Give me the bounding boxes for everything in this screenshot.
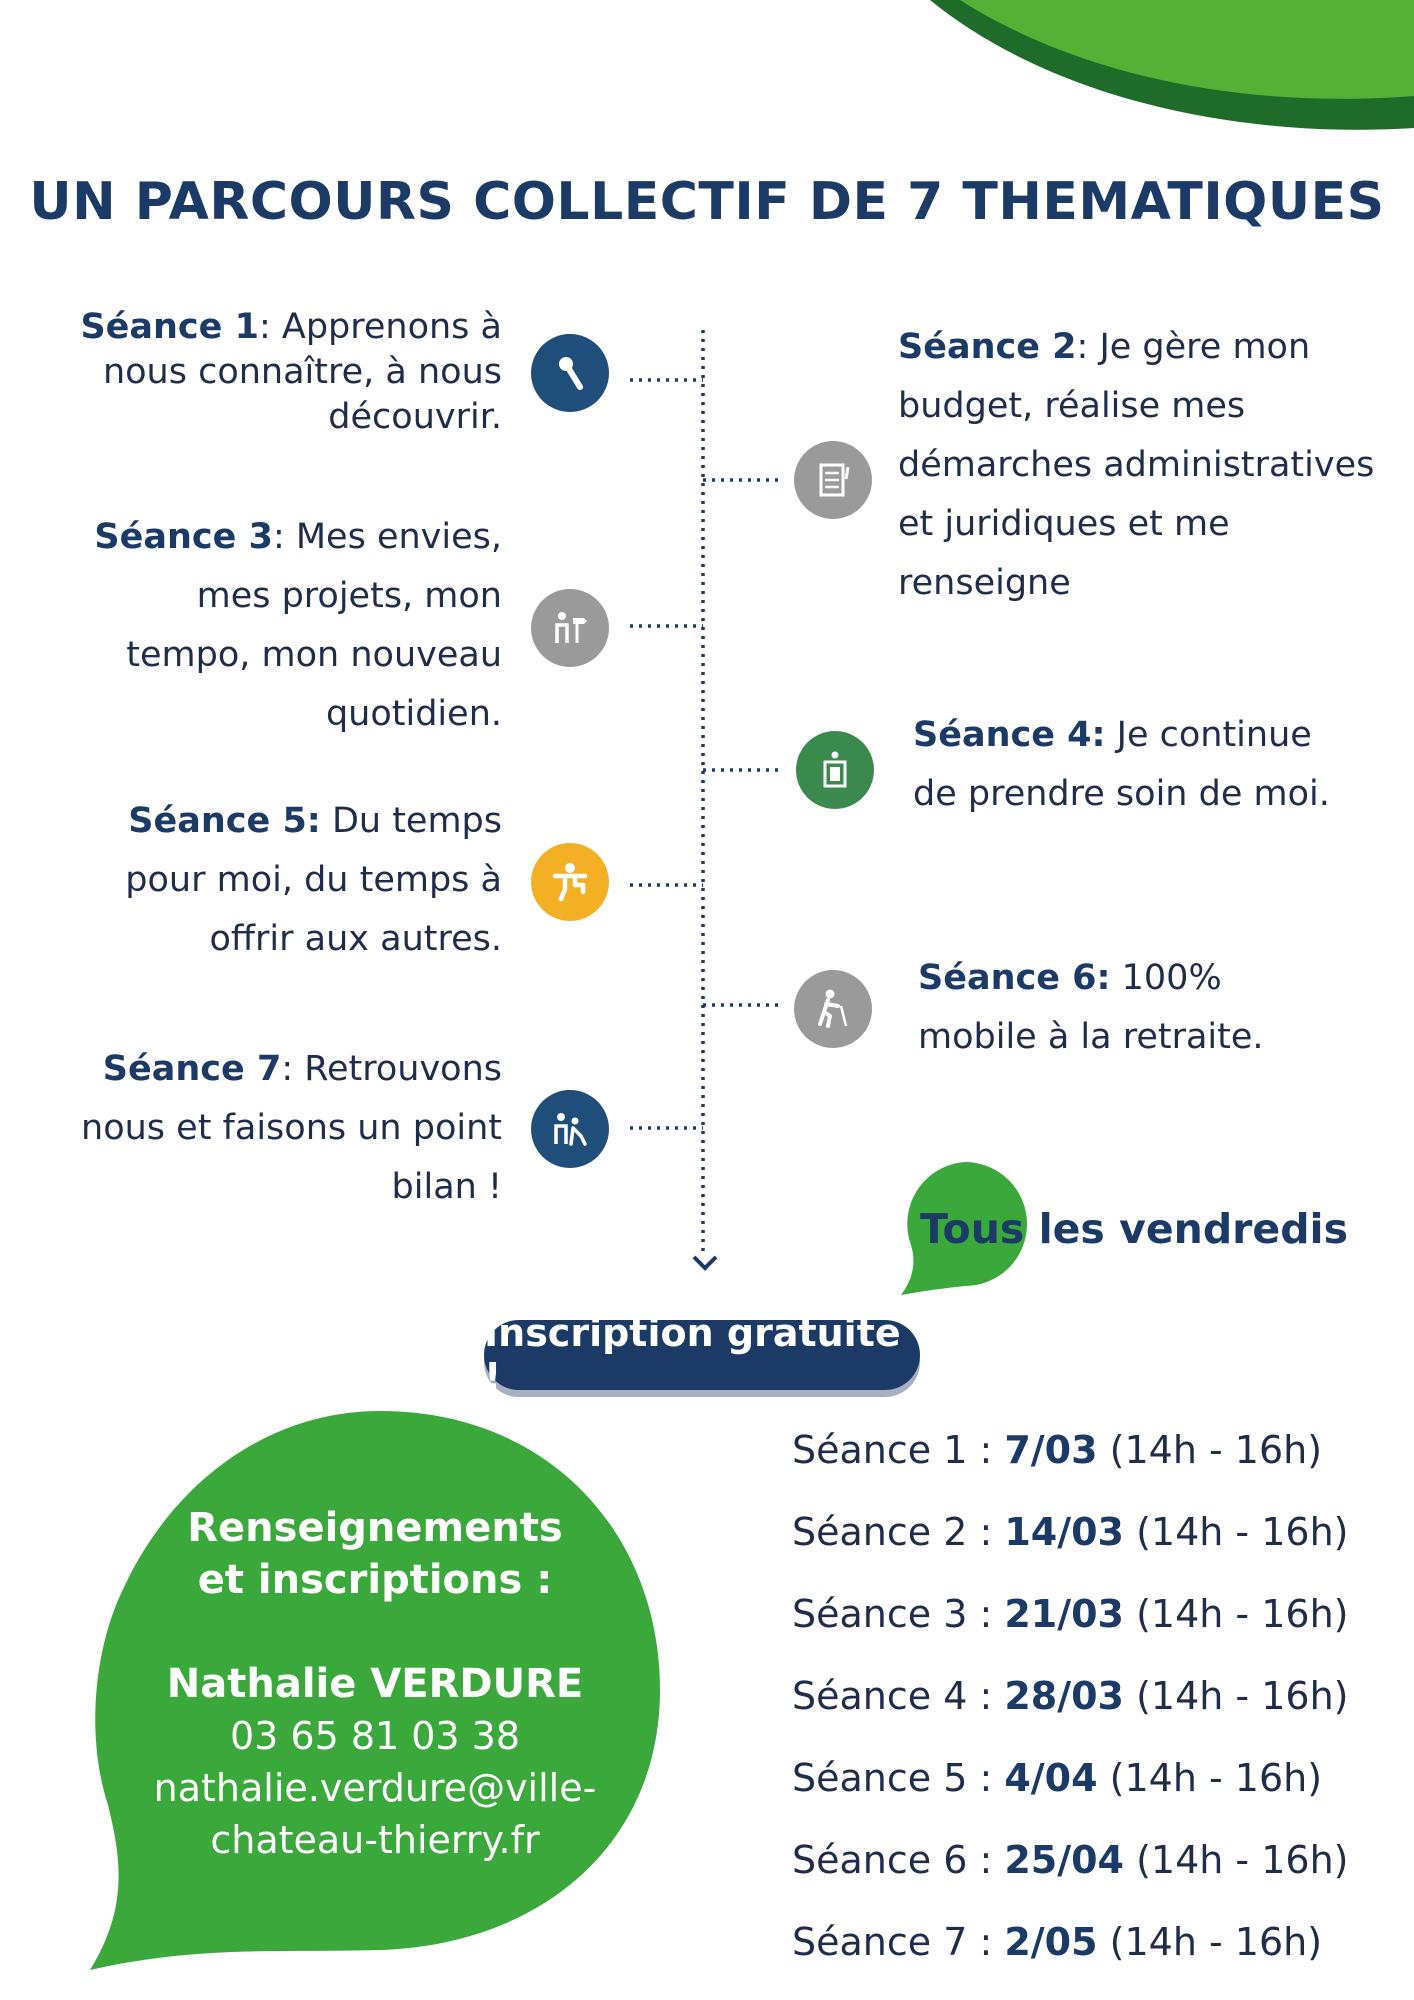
- session-3-text: Séance 3: Mes envies, mes projets, mon tempo, mon nouveau quotidien.: [94, 517, 502, 734]
- timeline-arrow-icon: [694, 1257, 716, 1268]
- schedule-item-3: Séance 3 : 21/03 (14h - 16h): [792, 1592, 1349, 1636]
- signpost-icon: [531, 589, 609, 667]
- volunteer-icon: [531, 843, 609, 921]
- contact-info: [110, 1502, 640, 1866]
- fridays-badge: Tous les vendredis: [920, 1205, 1349, 1253]
- registration-button[interactable]: Inscription gratuite !: [484, 1320, 920, 1390]
- care-icon: [796, 731, 874, 809]
- schedule-item-2: Séance 2 : 14/03 (14h - 16h): [792, 1510, 1349, 1554]
- schedule-item-6: Séance 6 : 25/04 (14h - 16h): [792, 1838, 1349, 1882]
- microphone-icon: [531, 334, 609, 412]
- contact-email-1: nathalie.verdure@ville-: [153, 1766, 597, 1810]
- contact-phone: 03 65 81 03 38: [229, 1714, 521, 1758]
- document-icon: [794, 441, 872, 519]
- schedule-item-1: Séance 1 : 7/03 (14h - 16h): [792, 1428, 1323, 1472]
- contact-heading-2: et inscriptions :: [197, 1557, 553, 1603]
- contact-email-2: chateau-thierry.fr: [210, 1818, 540, 1862]
- group-icon: [531, 1090, 609, 1168]
- session-6-text: Séance 6: 100% mobile à la retraite.: [918, 958, 1264, 1057]
- schedule-item-5: Séance 5 : 4/04 (14h - 16h): [792, 1756, 1323, 1800]
- session-7-text: Séance 7: Retrouvons nous et faisons un point bilan !: [81, 1049, 502, 1207]
- contact-heading-1: Renseignements: [187, 1505, 563, 1551]
- session-4-text: Séance 4: Je continue de prendre soin de moi.: [913, 715, 1330, 814]
- session-5-text: Séance 5: Du temps pour moi, du temps à offrir aux autres.: [125, 801, 502, 959]
- session-2-text: Séance 2: Je gère mon budget, réalise mes démarches administratives et juridiques et me renseigne: [898, 327, 1375, 603]
- walker-icon: [794, 970, 872, 1048]
- contact-name: Nathalie VERDURE: [166, 1661, 584, 1707]
- schedule-item-7: Séance 7 : 2/05 (14h - 16h): [792, 1920, 1323, 1964]
- schedule-item-4: Séance 4 : 28/03 (14h - 16h): [792, 1674, 1349, 1718]
- session-1-text: Séance 1: Apprenons à nous connaître, à nous découvrir.: [80, 307, 502, 437]
- page-title: UN PARCOURS COLLECTIF DE 7 THEMATIQUES: [29, 172, 1385, 232]
